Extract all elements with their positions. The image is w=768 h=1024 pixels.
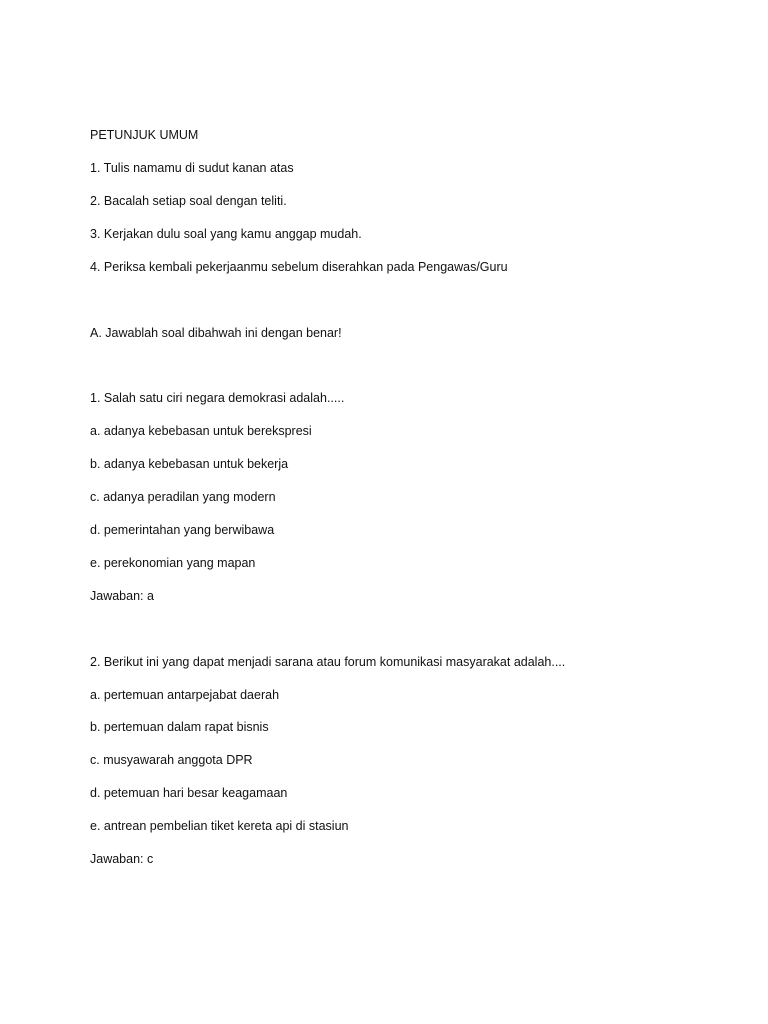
question-1-option-c: c. adanya peradilan yang modern [90,490,276,504]
question-1-answer: Jawaban: a [90,589,154,603]
instruction-item-1: 1. Tulis namamu di sudut kanan atas [90,161,294,175]
question-2-option-e: e. antrean pembelian tiket kereta api di stasiun [90,819,349,833]
instruction-item-4: 4. Periksa kembali pekerjaanmu sebelum diserahkan pada Pengawas/Guru [90,260,508,274]
question-2-answer: Jawaban: c [90,852,154,866]
question-2-option-b: b. pertemuan dalam rapat bisnis [90,720,269,734]
question-2-text: 2. Berikut ini yang dapat menjadi sarana atau forum komunikasi masyarakat adalah.... [90,655,566,669]
question-1-option-e: e. perekonomian yang mapan [90,556,256,570]
question-1-option-d: d. pemerintahan yang berwibawa [90,523,275,537]
instruction-item-3: 3. Kerjakan dulu soal yang kamu anggap mudah. [90,227,362,241]
question-2-option-d: d. petemuan hari besar keagamaan [90,786,288,800]
question-2-option-a: a. pertemuan antarpejabat daerah [90,688,280,702]
question-1-option-a: a. adanya kebebasan untuk berekspresi [90,424,312,438]
instructions-heading: PETUNJUK UMUM [90,128,199,142]
question-1-option-b: b. adanya kebebasan untuk bekerja [90,457,289,471]
question-2-option-c: c. musyawarah anggota DPR [90,753,253,767]
question-1-text: 1. Salah satu ciri negara demokrasi adalah..... [90,391,345,405]
instruction-item-2: 2. Bacalah setiap soal dengan teliti. [90,194,287,208]
section-a-title: A. Jawablah soal dibahwah ini dengan benar! [90,326,342,340]
